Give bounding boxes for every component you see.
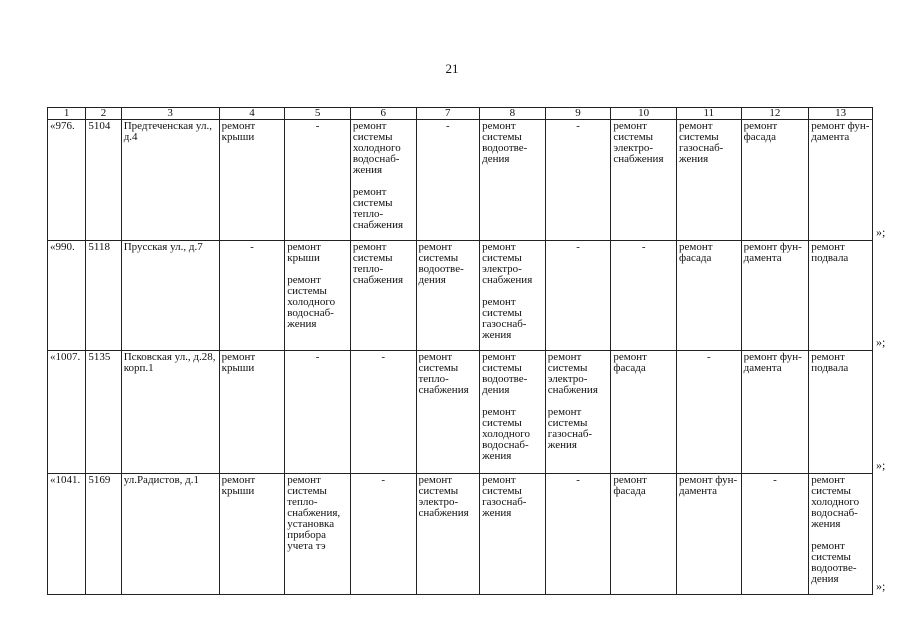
table-row	[48, 351, 873, 474]
work-item: ремонт системы тепло-снабжения	[352, 186, 404, 231]
work-item: -	[381, 474, 386, 486]
row-suffix: »;	[876, 457, 886, 472]
work-cell	[741, 474, 809, 595]
work-cell	[741, 120, 809, 241]
work-item: ремонт фун-дамента	[678, 474, 738, 497]
work-item: ремонт системы электро-снабжения	[418, 474, 469, 519]
row-code: 5135	[86, 351, 121, 474]
work-item: -	[315, 120, 320, 132]
row-suffix: »;	[876, 334, 886, 349]
table-row	[48, 120, 873, 241]
work-item: ремонт системы водоотве-дения	[482, 351, 528, 396]
work-cell	[350, 351, 416, 474]
work-cell	[416, 241, 480, 351]
column-header: 11	[676, 108, 741, 120]
work-cell	[545, 241, 611, 351]
work-item: ремонт крыши	[221, 351, 256, 374]
work-item: -	[315, 351, 320, 363]
row-address: Предтеченская ул., д.4	[121, 120, 219, 241]
column-header: 9	[545, 108, 611, 120]
work-cell	[545, 120, 611, 241]
work-item: ремонт системы водоотве-дения	[482, 120, 528, 165]
work-item: ремонт системы электро-снабжения	[613, 120, 664, 165]
work-item: ремонт системы холодного водоснаб-жения	[287, 274, 336, 330]
work-item: -	[576, 474, 580, 486]
work-item: ремонт системы электро-снабжения	[482, 241, 533, 286]
work-cell	[285, 474, 351, 595]
work-item: ремонт системы газоснаб-жения	[482, 296, 527, 341]
work-cell	[285, 241, 351, 351]
work-item: ремонт системы электро-снабжения	[547, 351, 598, 396]
table-row	[48, 474, 873, 595]
column-header: 7	[416, 108, 480, 120]
work-cell	[416, 120, 480, 241]
work-cell	[676, 241, 741, 351]
work-item: -	[250, 241, 254, 253]
work-item: ремонт системы газоснаб-жения	[678, 120, 724, 165]
work-cell	[350, 474, 416, 595]
work-cell	[611, 241, 677, 351]
work-item: ремонт системы водоотве-дения	[418, 241, 464, 286]
work-item: ремонт фун-дамента	[743, 351, 802, 374]
work-cell	[285, 120, 351, 241]
work-item: -	[576, 241, 580, 253]
work-item: ремонт подвала	[811, 241, 849, 264]
work-cell	[350, 120, 416, 241]
row-code: 5169	[86, 474, 121, 595]
work-cell	[809, 351, 873, 474]
work-item: -	[641, 241, 646, 253]
row-number: «1007.	[48, 351, 86, 474]
work-cell	[219, 474, 285, 595]
work-cell	[741, 241, 809, 351]
work-item: ремонт подвала	[811, 351, 849, 374]
work-cell	[219, 120, 285, 241]
row-address: Псковская ул., д.28, корп.1	[121, 351, 219, 474]
work-item: ремонт системы тепло-снабжения, установка прибора учета тэ	[287, 474, 341, 552]
column-header: 8	[480, 108, 546, 120]
row-number: «990.	[48, 241, 86, 351]
column-header: 2	[86, 108, 121, 120]
column-header: 5	[285, 108, 351, 120]
work-cell	[676, 351, 741, 474]
work-cell	[809, 120, 873, 241]
row-code: 5104	[86, 120, 121, 241]
row-number: «976.	[48, 120, 86, 241]
work-item: ремонт системы газоснаб-жения	[482, 474, 527, 519]
work-item: ремонт фасада	[613, 474, 647, 497]
row-code: 5118	[86, 241, 121, 351]
row-number: «1041.	[48, 474, 86, 595]
work-item: ремонт фун-дамента	[743, 241, 802, 264]
row-suffix: »;	[876, 224, 886, 239]
work-item: ремонт фасада	[678, 241, 713, 264]
work-item: ремонт системы холодного водоснаб-жения	[811, 474, 860, 530]
work-cell	[416, 474, 480, 595]
column-header: 1	[48, 108, 86, 120]
work-cell	[416, 351, 480, 474]
work-cell	[480, 120, 546, 241]
header-row	[48, 108, 873, 120]
work-item: ремонт крыши	[287, 241, 321, 264]
work-cell	[809, 474, 873, 595]
work-item: ремонт крыши	[221, 474, 256, 497]
work-item: -	[706, 351, 711, 363]
row-suffix: »;	[876, 578, 886, 593]
work-item: ремонт фун-дамента	[811, 120, 870, 143]
work-cell	[611, 474, 677, 595]
work-cell	[480, 241, 546, 351]
table-row	[48, 241, 873, 351]
work-item: -	[445, 120, 450, 132]
work-cell	[480, 474, 546, 595]
work-cell	[676, 474, 741, 595]
row-address: ул.Радистов, д.1	[121, 474, 219, 595]
work-cell	[611, 120, 677, 241]
work-item: ремонт системы тепло-снабжения	[418, 351, 469, 396]
work-item: -	[773, 474, 777, 486]
work-cell	[219, 241, 285, 351]
work-cell	[219, 351, 285, 474]
work-item: ремонт системы водоотве-дения	[811, 540, 857, 585]
work-cell	[545, 351, 611, 474]
row-address: Прусская ул., д.7	[121, 241, 219, 351]
column-header: 4	[219, 108, 285, 120]
column-header: 3	[121, 108, 219, 120]
column-header: 12	[741, 108, 809, 120]
work-item: ремонт фасада	[743, 120, 778, 143]
work-item: ремонт системы газоснаб-жения	[547, 406, 593, 451]
work-cell	[285, 351, 351, 474]
work-cell	[809, 241, 873, 351]
work-cell	[611, 351, 677, 474]
column-header: 13	[809, 108, 873, 120]
column-header: 6	[350, 108, 416, 120]
work-cell	[480, 351, 546, 474]
work-item: -	[576, 120, 580, 132]
work-item: ремонт системы холодного водоснаб-жения	[352, 120, 401, 176]
work-item: ремонт системы холодного водоснаб-жения	[482, 406, 530, 462]
column-header: 10	[611, 108, 677, 120]
page-number: 21	[445, 61, 459, 76]
work-item: -	[381, 351, 386, 363]
work-item: ремонт системы тепло-снабжения	[352, 241, 404, 286]
work-cell	[350, 241, 416, 351]
data-table	[47, 107, 873, 595]
work-cell	[676, 120, 741, 241]
work-cell	[545, 474, 611, 595]
work-item: ремонт крыши	[221, 120, 256, 143]
work-cell	[741, 351, 809, 474]
work-item: ремонт фасада	[613, 351, 647, 374]
